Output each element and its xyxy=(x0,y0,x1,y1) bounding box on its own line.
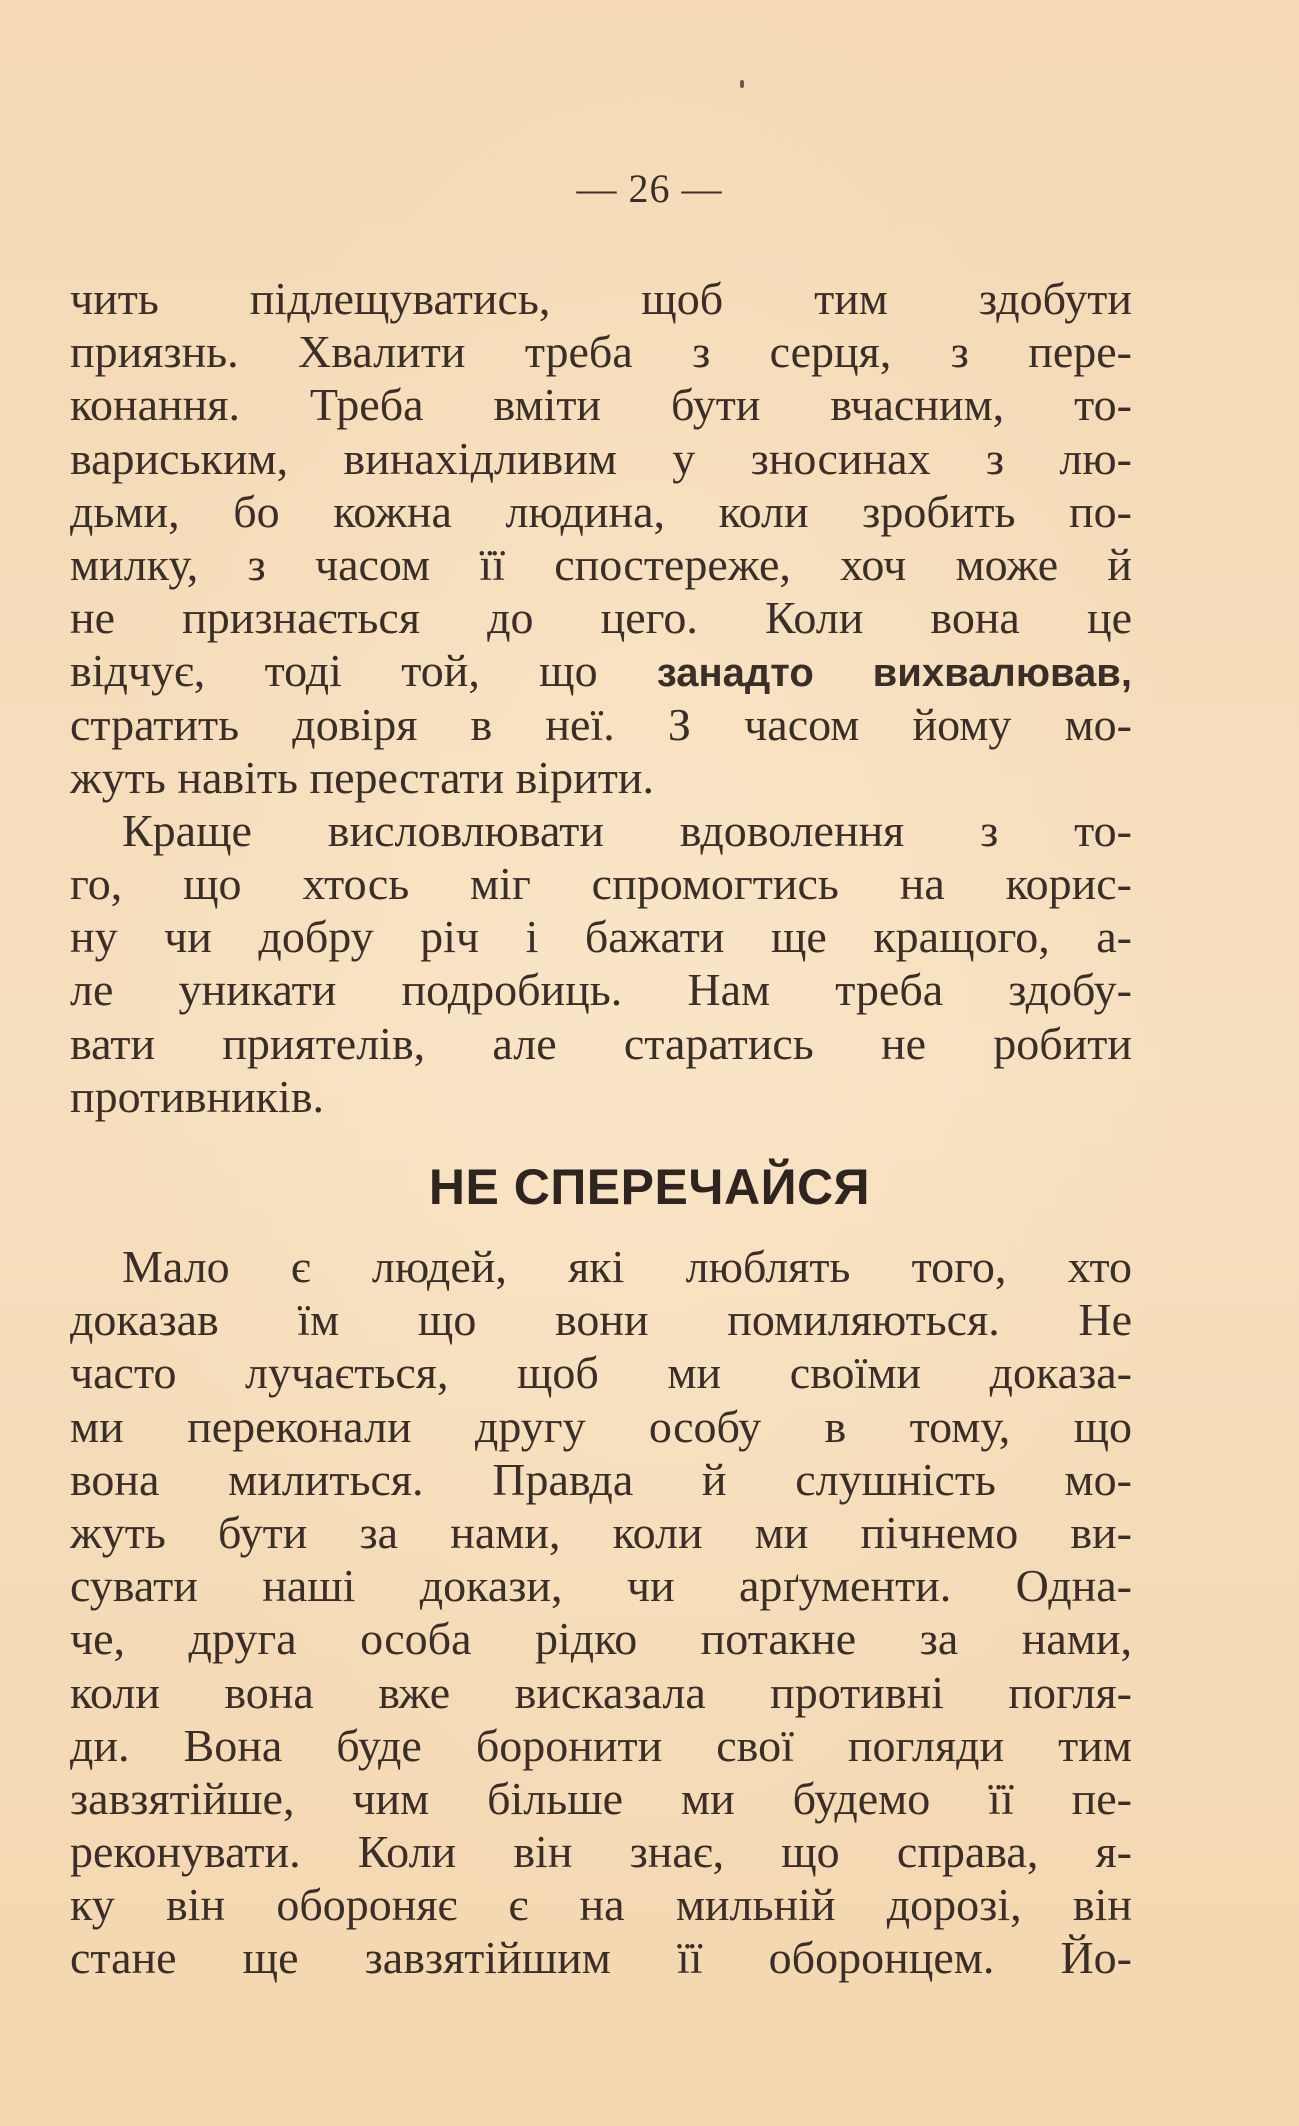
bold-phrase: занадто вихвалював, xyxy=(656,651,1132,696)
text-line: ку він обороняє є на мильній дорозі, він xyxy=(70,1879,1132,1931)
text-line: завзятійше, чим більше ми будемо її пе- xyxy=(70,1772,1132,1824)
text-line: чить підлещуватись, щоб тим здобути xyxy=(70,273,1132,324)
text-line: не признається до цего. Коли вона це xyxy=(70,592,1132,644)
text-line: че, друга особа рідко потакне за нами, xyxy=(70,1613,1132,1665)
text-line: приязнь. Хвалити треба з серця, з пере- xyxy=(70,326,1132,378)
text-line: вариським, винахідливим у зносинах з лю- xyxy=(70,432,1132,484)
text-line: милку, з часом її спостереже, хоч може й xyxy=(70,538,1132,590)
text-line: стратить довіря в неї. З часом йому мо- xyxy=(70,698,1132,750)
text-line-with-bold xyxy=(70,644,1132,697)
text-line: Краще висловлювати вдоволення з то- xyxy=(122,804,1132,856)
text-line: дьми, бо кожна людина, коли зробить по- xyxy=(70,485,1132,537)
text-line: сувати наші докази, чи арґументи. Одна- xyxy=(70,1560,1132,1612)
text-line: ле уникати подробиць. Нам треба здобу- xyxy=(70,964,1132,1016)
text-line: жуть навіть перестати вірити. xyxy=(70,751,654,803)
text-line: ди. Вона буде боронити свої погляди тим xyxy=(70,1719,1132,1771)
text-line: Мало є людей, які люблять того, хто xyxy=(122,1241,1132,1292)
text-line: реконувати. Коли він знає, що справа, я- xyxy=(70,1826,1132,1878)
text-line: коли вона вже висказала противні погля- xyxy=(70,1666,1132,1718)
text-block-top xyxy=(70,272,1132,1123)
ink-speck xyxy=(740,80,744,88)
text-line: конання. Треба вміти бути вчасним, то- xyxy=(70,379,1132,431)
text-line: вона милиться. Правда й слушність мо- xyxy=(70,1453,1132,1505)
section-heading: НЕ СПЕРЕЧАЙСЯ xyxy=(428,1159,871,1215)
text-line: стане ще завзятійшим її оборонцем. Йо- xyxy=(70,1932,1132,1984)
text-line: доказав їм що вони помиляються. Не xyxy=(70,1294,1132,1346)
text-line: го, що хтось міг спромогтись на корис- xyxy=(70,858,1132,910)
text-line: ми переконали другу особу в тому, що xyxy=(70,1400,1132,1452)
text-segment: відчує, тоді той, що xyxy=(70,645,657,697)
text-line: жуть бути за нами, коли ми пічнемо ви- xyxy=(70,1506,1132,1558)
page-number: — 26 — xyxy=(576,166,723,211)
text-line: вати приятелів, але старатись не робити xyxy=(70,1017,1132,1069)
text-block-bottom xyxy=(70,1240,1132,1985)
text-line: часто лучається, щоб ми своїми доказа- xyxy=(70,1347,1132,1399)
text-line: противників. xyxy=(70,1070,325,1122)
text-line: ну чи добру річ і бажати ще кращого, а- xyxy=(70,911,1132,963)
